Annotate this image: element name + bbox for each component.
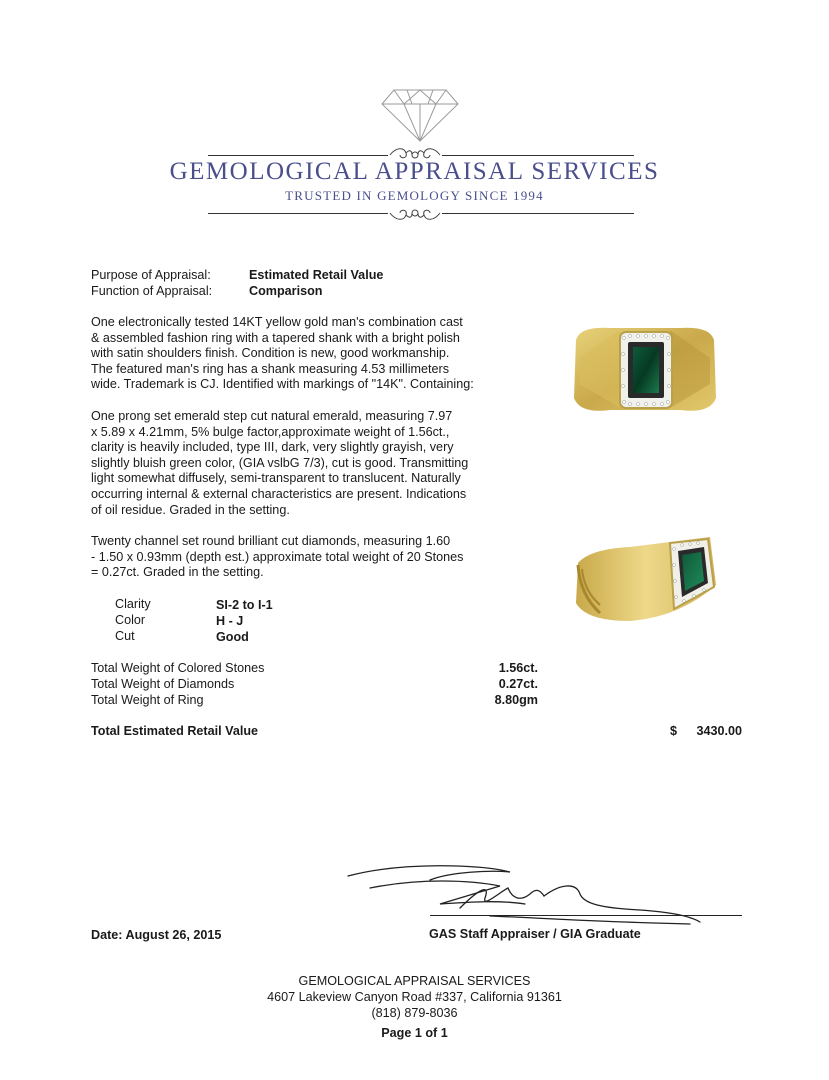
description-line: occurring internal & external characteristics are present. Indications bbox=[91, 486, 467, 501]
header-rule-top-left bbox=[208, 155, 388, 156]
header-rule-bottom-left bbox=[208, 213, 388, 214]
page-number: Page 1 of 1 bbox=[381, 1026, 448, 1040]
description-line: with satin shoulders finish. Condition is new, good workmanship. bbox=[91, 346, 450, 361]
signature-title: GAS Staff Appraiser / GIA Graduate bbox=[429, 927, 641, 941]
description-line: clarity is heavily included, type III, dark, very slightly grayish, very bbox=[91, 440, 454, 455]
purpose-value: Estimated Retail Value bbox=[249, 268, 384, 282]
function-label: Function of Appraisal: bbox=[91, 284, 213, 298]
signature-image bbox=[340, 858, 710, 928]
footer-address: 4607 Lakeview Canyon Road #337, California 91361 bbox=[267, 990, 562, 1004]
description-line: One electronically tested 14KT yellow gold man's combination cast bbox=[91, 315, 463, 329]
description-line: slightly bluish green color, (GIA vslbG 7/3), cut is good. Transmitting bbox=[91, 455, 469, 470]
flourish-bottom-icon bbox=[388, 203, 442, 223]
description-line: - 1.50 x 0.93mm (depth est.) approximate total weight of 20 Stones bbox=[91, 549, 464, 564]
weight-diamonds-label: Total Weight of Diamonds bbox=[91, 677, 235, 691]
footer-company: GEMOLOGICAL APPRAISAL SERVICES bbox=[298, 974, 531, 988]
description-line: x 5.89 x 4.21mm, 5% bulge factor,approximate weight of 1.56ct., bbox=[91, 424, 450, 439]
ring-top-view-image bbox=[570, 318, 720, 428]
description-line: Twenty channel set round brilliant cut diamonds, measuring 1.60 bbox=[91, 534, 451, 548]
company-tagline: TRUSTED IN GEMOLOGY SINCE 1994 bbox=[285, 188, 544, 203]
total-currency: $ bbox=[670, 724, 678, 738]
ring-description bbox=[91, 315, 511, 393]
description-line: light somewhat diffusely, semi-transparent to translucent. Naturally bbox=[91, 471, 461, 486]
weight-colored-stones-label: Total Weight of Colored Stones bbox=[91, 661, 265, 675]
grade-cut-value: Good bbox=[216, 630, 249, 644]
ring-side-view-image bbox=[570, 525, 720, 635]
total-value-label: Total Estimated Retail Value bbox=[91, 724, 259, 738]
weight-diamonds-value: 0.27ct. bbox=[498, 677, 538, 691]
description-line: One prong set emerald step cut natural emerald, measuring 7.97 bbox=[91, 409, 453, 423]
weight-ring-label: Total Weight of Ring bbox=[91, 693, 204, 707]
footer-phone: (818) 879-8036 bbox=[371, 1006, 458, 1020]
diamond-logo-icon bbox=[380, 88, 460, 143]
signature-line bbox=[430, 915, 742, 916]
header-rule-bottom-right bbox=[442, 213, 634, 214]
description-line: of oil residue. Graded in the setting. bbox=[91, 502, 290, 517]
grade-clarity-value: SI-2 to I-1 bbox=[216, 598, 273, 612]
description-line: = 0.27ct. Graded in the setting. bbox=[91, 565, 264, 580]
grade-clarity-label: Clarity bbox=[115, 597, 151, 611]
diamond-description bbox=[91, 534, 511, 581]
emerald-description bbox=[91, 409, 511, 518]
grade-color-value: H - J bbox=[216, 614, 244, 628]
function-value: Comparison bbox=[249, 284, 323, 298]
description-line: wide. Trademark is CJ. Identified with markings of "14K". Containing: bbox=[91, 377, 474, 392]
weight-colored-stones-value: 1.56ct. bbox=[498, 661, 538, 675]
header-rule-top-right bbox=[442, 155, 634, 156]
total-value-amount: 3430.00 bbox=[696, 724, 742, 738]
description-line: & assembled fashion ring with a tapered shank with a bright polish bbox=[91, 330, 460, 345]
weight-ring-value: 8.80gm bbox=[494, 693, 538, 707]
purpose-label: Purpose of Appraisal: bbox=[91, 268, 211, 282]
appraisal-date: Date: August 26, 2015 bbox=[91, 928, 222, 942]
company-title: GEMOLOGICAL APPRAISAL SERVICES bbox=[169, 158, 660, 185]
grade-color-label: Color bbox=[115, 613, 146, 627]
description-line: The featured man's ring has a shank measuring 4.53 millimeters bbox=[91, 361, 449, 376]
grade-cut-label: Cut bbox=[115, 629, 135, 643]
